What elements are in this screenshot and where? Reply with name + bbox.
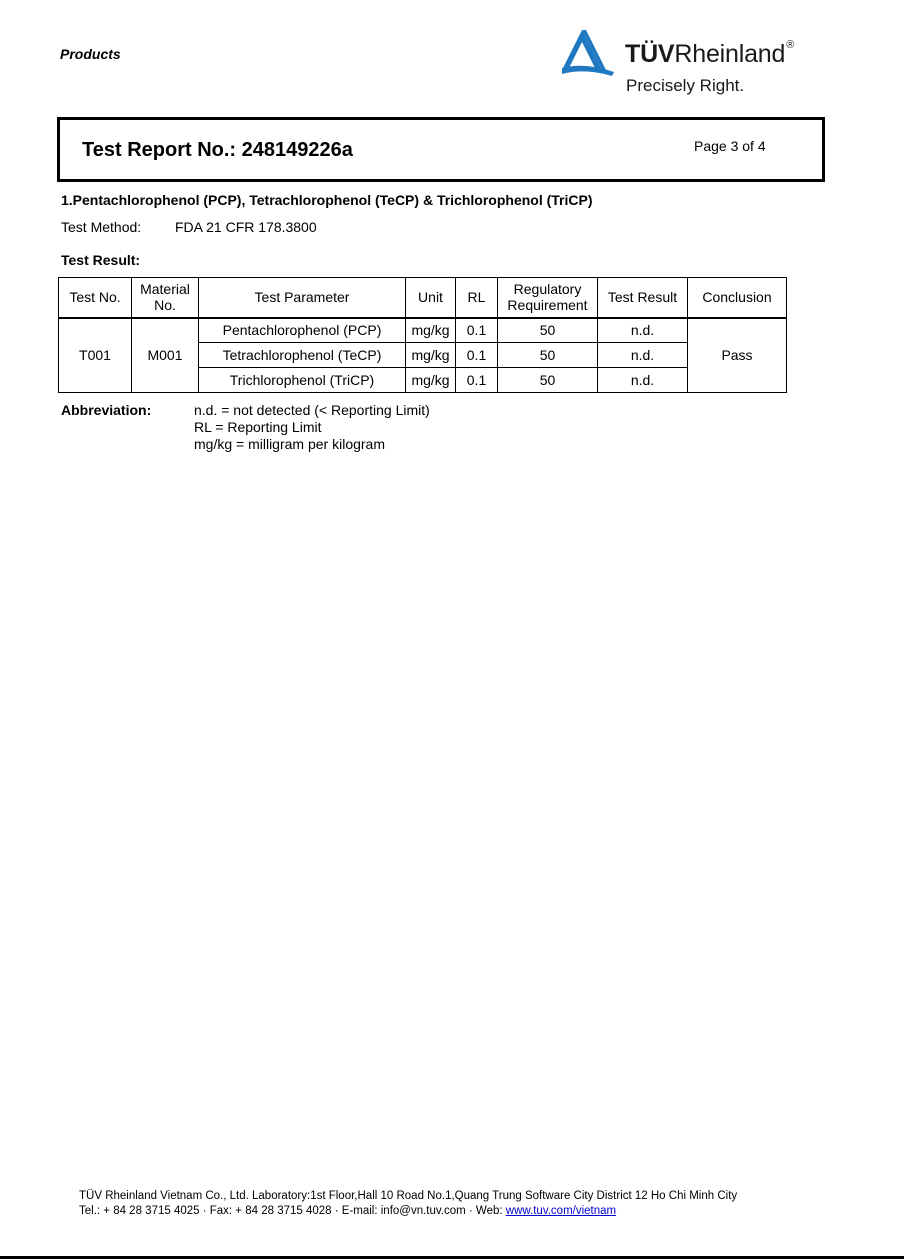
cell-result: n.d. xyxy=(598,368,688,393)
abbreviation-item: mg/kg = milligram per kilogram xyxy=(194,436,385,452)
logo-brand-bold: TÜV xyxy=(625,40,675,68)
header-regulatory-line2: Requirement xyxy=(507,297,588,314)
cell-unit: mg/kg xyxy=(406,318,456,343)
test-method-label: Test Method: xyxy=(61,219,142,235)
abbreviation-item: n.d. = not detected (< Reporting Limit) xyxy=(194,402,430,418)
header-material-line1: Material xyxy=(140,281,190,298)
test-result-label: Test Result: xyxy=(61,252,141,268)
header-conclusion: Conclusion xyxy=(688,278,787,318)
logo-brand-rest: Rheinland xyxy=(674,40,786,68)
abbreviation-label: Abbreviation: xyxy=(61,402,152,418)
cell-result: n.d. xyxy=(598,318,688,343)
tuv-triangle-icon xyxy=(560,28,620,82)
report-number-box xyxy=(57,117,825,182)
table-header-row xyxy=(59,278,787,318)
cell-result: n.d. xyxy=(598,343,688,368)
header-material-no xyxy=(132,278,199,318)
cell-parameter: Tetrachlorophenol (TeCP) xyxy=(199,343,406,368)
registered-mark: ® xyxy=(786,39,795,51)
header-regulatory-requirement xyxy=(498,278,598,318)
cell-requirement: 50 xyxy=(498,368,598,393)
header-test-no: Test No. xyxy=(59,278,132,318)
table-row xyxy=(59,318,787,343)
footer xyxy=(79,1189,737,1219)
cell-material-no: M001 xyxy=(132,318,199,393)
abbreviation-item: RL = Reporting Limit xyxy=(194,419,322,435)
logo-tagline: Precisely Right. xyxy=(626,76,745,95)
cell-unit: mg/kg xyxy=(406,368,456,393)
cell-rl: 0.1 xyxy=(456,343,498,368)
cell-rl: 0.1 xyxy=(456,318,498,343)
cell-test-no: T001 xyxy=(59,318,132,393)
cell-requirement: 50 xyxy=(498,318,598,343)
header-unit: Unit xyxy=(406,278,456,318)
cell-conclusion: Pass xyxy=(688,318,787,393)
cell-requirement: 50 xyxy=(498,343,598,368)
abbreviation-list xyxy=(194,402,430,453)
footer-contact xyxy=(79,1204,737,1219)
tuv-logo xyxy=(560,28,830,100)
report-title: Test Report No.: 248149226a xyxy=(82,139,353,161)
products-label: Products xyxy=(60,46,121,62)
cell-parameter: Pentachlorophenol (PCP) xyxy=(199,318,406,343)
cell-unit: mg/kg xyxy=(406,343,456,368)
cell-parameter: Trichlorophenol (TriCP) xyxy=(199,368,406,393)
header-material-line2: No. xyxy=(154,297,176,314)
header-regulatory-line1: Regulatory xyxy=(513,281,582,298)
header-test-parameter: Test Parameter xyxy=(199,278,406,318)
header-test-result: Test Result xyxy=(598,278,688,318)
results-table xyxy=(58,277,787,393)
page-number: Page 3 of 4 xyxy=(694,138,766,154)
footer-address: TÜV Rheinland Vietnam Co., Ltd. Laboratory:1st Floor,Hall 10 Road No.1,Quang Trung Software City District 12 Ho Chi Minh City xyxy=(79,1190,738,1202)
cell-rl: 0.1 xyxy=(456,368,498,393)
test-method-value: FDA 21 CFR 178.3800 xyxy=(175,219,317,235)
section-title: 1.Pentachlorophenol (PCP), Tetrachlorophenol (TeCP) & Trichlorophenol (TriCP) xyxy=(61,192,593,208)
bottom-rule xyxy=(0,1256,904,1259)
footer-contact-text: Tel.: + 84 28 3715 4025 · Fax: + 84 28 3715 4028 · E-mail: info@vn.tuv.com · Web: xyxy=(79,1205,506,1217)
header-rl: RL xyxy=(456,278,498,318)
logo-brand-text xyxy=(625,40,794,69)
footer-web-link[interactable]: www.tuv.com/vietnam xyxy=(505,1205,617,1217)
